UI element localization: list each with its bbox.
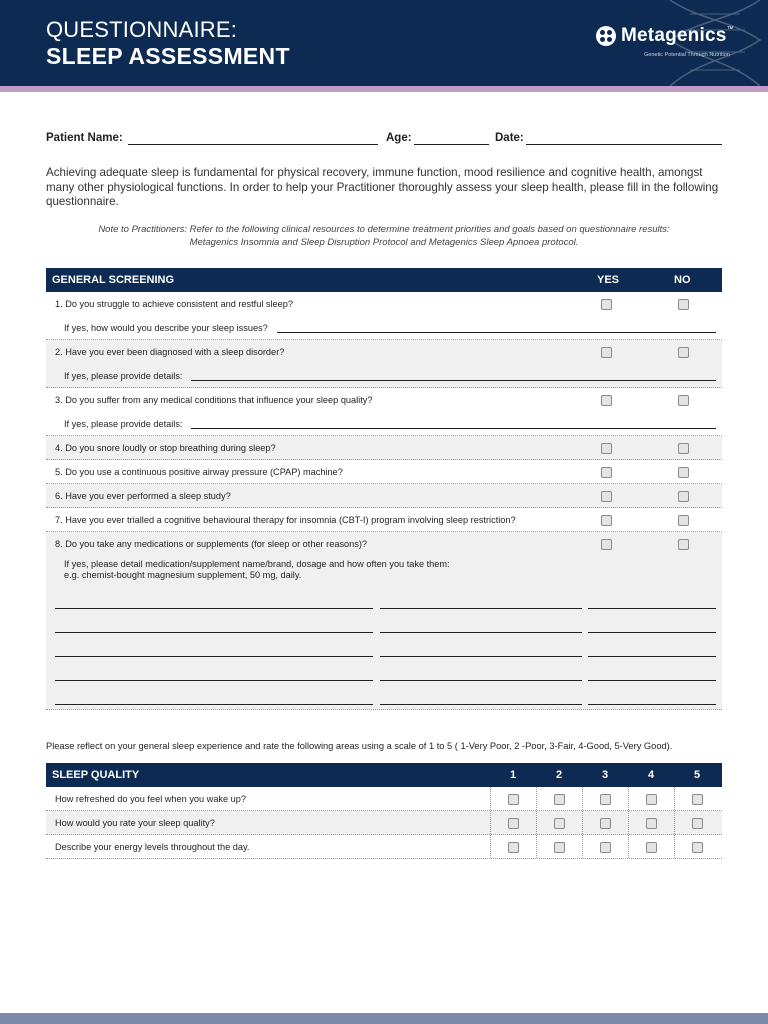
rating-checkbox-2[interactable]: [554, 818, 565, 829]
patient-name-field[interactable]: [128, 144, 378, 145]
yes-header: YES: [597, 274, 620, 286]
rating-column-divider: [536, 835, 537, 858]
yes-checkbox[interactable]: [601, 347, 612, 358]
no-checkbox[interactable]: [678, 299, 689, 310]
medication-answer-line[interactable]: [380, 656, 582, 657]
scale-header-4: 4: [648, 769, 655, 781]
medication-answer-line[interactable]: [380, 632, 582, 633]
question-text: 3. Do you suffer from any medical conditions that influence your sleep quality?: [55, 395, 373, 405]
rating-column-divider: [628, 811, 629, 834]
question-row-3: [46, 388, 722, 436]
no-checkbox[interactable]: [678, 467, 689, 478]
date-field[interactable]: [526, 144, 722, 145]
practitioner-note: [46, 223, 722, 249]
general-screening-header: [46, 268, 722, 292]
yes-checkbox[interactable]: [601, 467, 612, 478]
patient-fields: [46, 131, 722, 149]
medication-answer-line[interactable]: [380, 680, 582, 681]
rating-checkbox-5[interactable]: [692, 842, 703, 853]
yes-checkbox[interactable]: [601, 395, 612, 406]
rating-column-divider: [582, 787, 583, 810]
rating-column-divider: [674, 787, 675, 810]
rating-checkbox-1[interactable]: [508, 818, 519, 829]
scale-header-3: 3: [602, 769, 609, 781]
question-text: 6. Have you ever performed a sleep study?: [55, 491, 231, 501]
rating-row-1: [46, 787, 722, 811]
logo-mark-icon: [596, 26, 616, 46]
rating-question: How refreshed do you feel when you wake up?: [55, 794, 247, 804]
rating-question: Describe your energy levels throughout the day.: [55, 842, 250, 852]
rating-column-divider: [628, 835, 629, 858]
followup-label: If yes, please provide details:: [64, 371, 183, 381]
scale-instruction: Please reflect on your general sleep experience and rate the following areas using a scale of 1 to 5 ( 1-Very Poor, 2 -Poor, 3-Fair, 4-Good, 5-Very Good).: [46, 741, 673, 751]
no-checkbox[interactable]: [678, 347, 689, 358]
followup-answer-line[interactable]: [191, 428, 716, 429]
no-checkbox[interactable]: [678, 443, 689, 454]
medication-answer-line[interactable]: [588, 704, 716, 705]
rating-row-3: [46, 835, 722, 859]
rating-checkbox-2[interactable]: [554, 842, 565, 853]
sleep-quality-header: [46, 763, 722, 787]
yes-checkbox[interactable]: [601, 443, 612, 454]
rating-column-divider: [536, 787, 537, 810]
question-text: 8. Do you take any medications or supplements (for sleep or other reasons)?: [55, 539, 368, 549]
intro-paragraph: Achieving adequate sleep is fundamental for physical recovery, immune function, mood resilience and cognitive health, amongst many other physiological functions. In order to help your Practitioner thoroughly assess your sleep health, please fill in the following questionnaire.: [46, 166, 719, 208]
sleep-quality-body: [46, 787, 722, 859]
brand-name: Metagenics: [621, 25, 727, 46]
medication-answer-line[interactable]: [588, 656, 716, 657]
sleep-quality-table: [46, 763, 722, 859]
age-field[interactable]: [414, 144, 489, 145]
rating-column-divider: [628, 787, 629, 810]
age-label: Age:: [386, 132, 412, 144]
rating-column-divider: [490, 787, 491, 810]
rating-checkbox-4[interactable]: [646, 818, 657, 829]
scale-header-2: 2: [556, 769, 563, 781]
rating-column-divider: [582, 835, 583, 858]
followup-label: If yes, how would you describe your sleep issues?: [64, 323, 268, 333]
question-row-2: [46, 340, 722, 388]
note-line-2: Metagenics Insomnia and Sleep Disruption Protocol and Metagenics Sleep Apnoea protocol.: [189, 237, 579, 248]
rating-column-divider: [674, 811, 675, 834]
rating-checkbox-4[interactable]: [646, 842, 657, 853]
metagenics-logo: [596, 24, 733, 48]
medication-answer-line[interactable]: [380, 608, 582, 609]
question-text: 5. Do you use a continuous positive airway pressure (CPAP) machine?: [55, 467, 343, 477]
question-text: 7. Have you ever trialled a cognitive behavioural therapy for insomnia (CBT-I) program involving sleep restriction?: [55, 515, 516, 525]
question-row-6: [46, 484, 722, 508]
medication-answer-line[interactable]: [380, 704, 582, 705]
followup-answer-line[interactable]: [191, 380, 716, 381]
medication-answer-line[interactable]: [588, 632, 716, 633]
question-row-7: [46, 508, 722, 532]
question-row-1: [46, 292, 722, 340]
patient-name-label: Patient Name:: [46, 132, 123, 144]
rating-checkbox-1[interactable]: [508, 842, 519, 853]
rating-checkbox-3[interactable]: [600, 842, 611, 853]
medication-answer-line[interactable]: [588, 608, 716, 609]
medication-answer-line[interactable]: [55, 608, 373, 609]
rating-checkbox-3[interactable]: [600, 818, 611, 829]
rating-checkbox-2[interactable]: [554, 794, 565, 805]
accent-stripe: [0, 86, 768, 92]
medication-answer-line[interactable]: [55, 632, 373, 633]
no-checkbox[interactable]: [678, 491, 689, 502]
page-header: [0, 0, 768, 86]
general-screening-title: GENERAL SCREENING: [52, 274, 175, 286]
rating-checkbox-4[interactable]: [646, 794, 657, 805]
footer-bar: [0, 1013, 768, 1024]
question-text: 2. Have you ever been diagnosed with a sleep disorder?: [55, 347, 285, 357]
medication-answer-line[interactable]: [588, 680, 716, 681]
rating-checkbox-1[interactable]: [508, 794, 519, 805]
yes-checkbox[interactable]: [601, 515, 612, 526]
followup-label: [64, 559, 450, 581]
scale-header-5: 5: [694, 769, 701, 781]
rating-question: How would you rate your sleep quality?: [55, 818, 215, 828]
question-row-5: [46, 460, 722, 484]
rating-checkbox-3[interactable]: [600, 794, 611, 805]
no-checkbox[interactable]: [678, 515, 689, 526]
sleep-quality-title: SLEEP QUALITY: [52, 769, 140, 781]
medication-answer-line[interactable]: [55, 680, 373, 681]
yes-checkbox[interactable]: [601, 539, 612, 550]
rating-column-divider: [490, 811, 491, 834]
rating-row-2: [46, 811, 722, 835]
followup-line-1: If yes, please detail medication/supplement name/brand, dosage and how often you take them:: [64, 559, 450, 569]
note-line-1: Note to Practitioners: Refer to the following clinical resources to determine treatment priorities and goals based on questionnaire results:: [98, 224, 670, 235]
no-header: NO: [674, 274, 691, 286]
title-line-1: QUESTIONNAIRE:: [46, 17, 238, 42]
rating-column-divider: [674, 835, 675, 858]
followup-answer-line[interactable]: [277, 332, 716, 333]
general-screening-table: [46, 268, 722, 710]
yes-checkbox[interactable]: [601, 299, 612, 310]
scale-header-1: 1: [510, 769, 517, 781]
question-text: 4. Do you snore loudly or stop breathing during sleep?: [55, 443, 276, 453]
question-row-8: [46, 532, 722, 710]
no-checkbox[interactable]: [678, 395, 689, 406]
followup-label: If yes, please provide details:: [64, 419, 183, 429]
rating-column-divider: [536, 811, 537, 834]
no-checkbox[interactable]: [678, 539, 689, 550]
rating-column-divider: [490, 835, 491, 858]
medication-answer-line[interactable]: [55, 656, 373, 657]
rating-checkbox-5[interactable]: [692, 818, 703, 829]
trademark-mark: ™: [726, 26, 734, 33]
date-label: Date:: [495, 132, 524, 144]
brand-tagline: Genetic Potential Through Nutrition: [644, 52, 730, 58]
rating-column-divider: [582, 811, 583, 834]
rating-checkbox-5[interactable]: [692, 794, 703, 805]
question-row-4: [46, 436, 722, 460]
medication-answer-line[interactable]: [55, 704, 373, 705]
yes-checkbox[interactable]: [601, 491, 612, 502]
title-line-2: SLEEP ASSESSMENT: [46, 43, 290, 69]
followup-line-2: e.g. chemist-bought magnesium supplement, 50 mg, daily.: [64, 570, 302, 580]
question-text: 1. Do you struggle to achieve consistent and restful sleep?: [55, 299, 293, 309]
